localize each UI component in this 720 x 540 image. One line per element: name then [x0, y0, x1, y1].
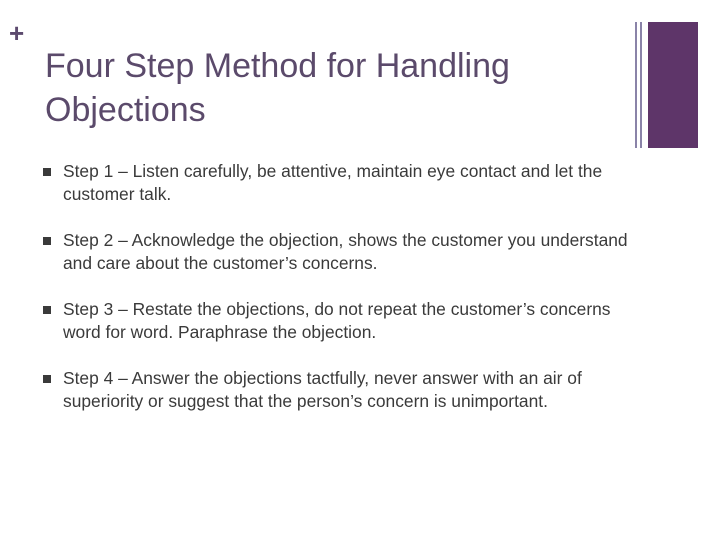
bullet-text: Step 2 – Acknowledge the objection, shows the customer you understand and care about the customer’s concerns. — [63, 230, 628, 273]
decorative-line — [640, 22, 642, 148]
decorative-line — [635, 22, 637, 148]
bullet-list — [40, 160, 630, 436]
bullet-text: Step 3 – Restate the objections, do not repeat the customer’s concerns word for word. Paraphrase the objection. — [63, 299, 611, 342]
decorative-purple-block — [648, 22, 698, 148]
bullet-text: Step 4 – Answer the objections tactfully, never answer with an air of superiority or suggest that the person’s concern is unimportant. — [63, 368, 582, 411]
slide-title: Four Step Method for Handling Objections — [45, 47, 510, 129]
bullet-item-step-3 — [40, 298, 630, 344]
plus-icon: + — [9, 18, 25, 48]
square-bullet-icon — [43, 237, 51, 245]
bullet-text: Step 1 – Listen carefully, be attentive, maintain eye contact and let the customer talk. — [63, 161, 603, 204]
square-bullet-icon — [43, 168, 51, 176]
square-bullet-icon — [43, 306, 51, 314]
bullet-item-step-2 — [40, 229, 630, 275]
bullet-item-step-4 — [40, 367, 630, 413]
square-bullet-icon — [43, 375, 51, 383]
decorative-lines — [635, 22, 645, 148]
bullet-item-step-1 — [40, 160, 630, 206]
